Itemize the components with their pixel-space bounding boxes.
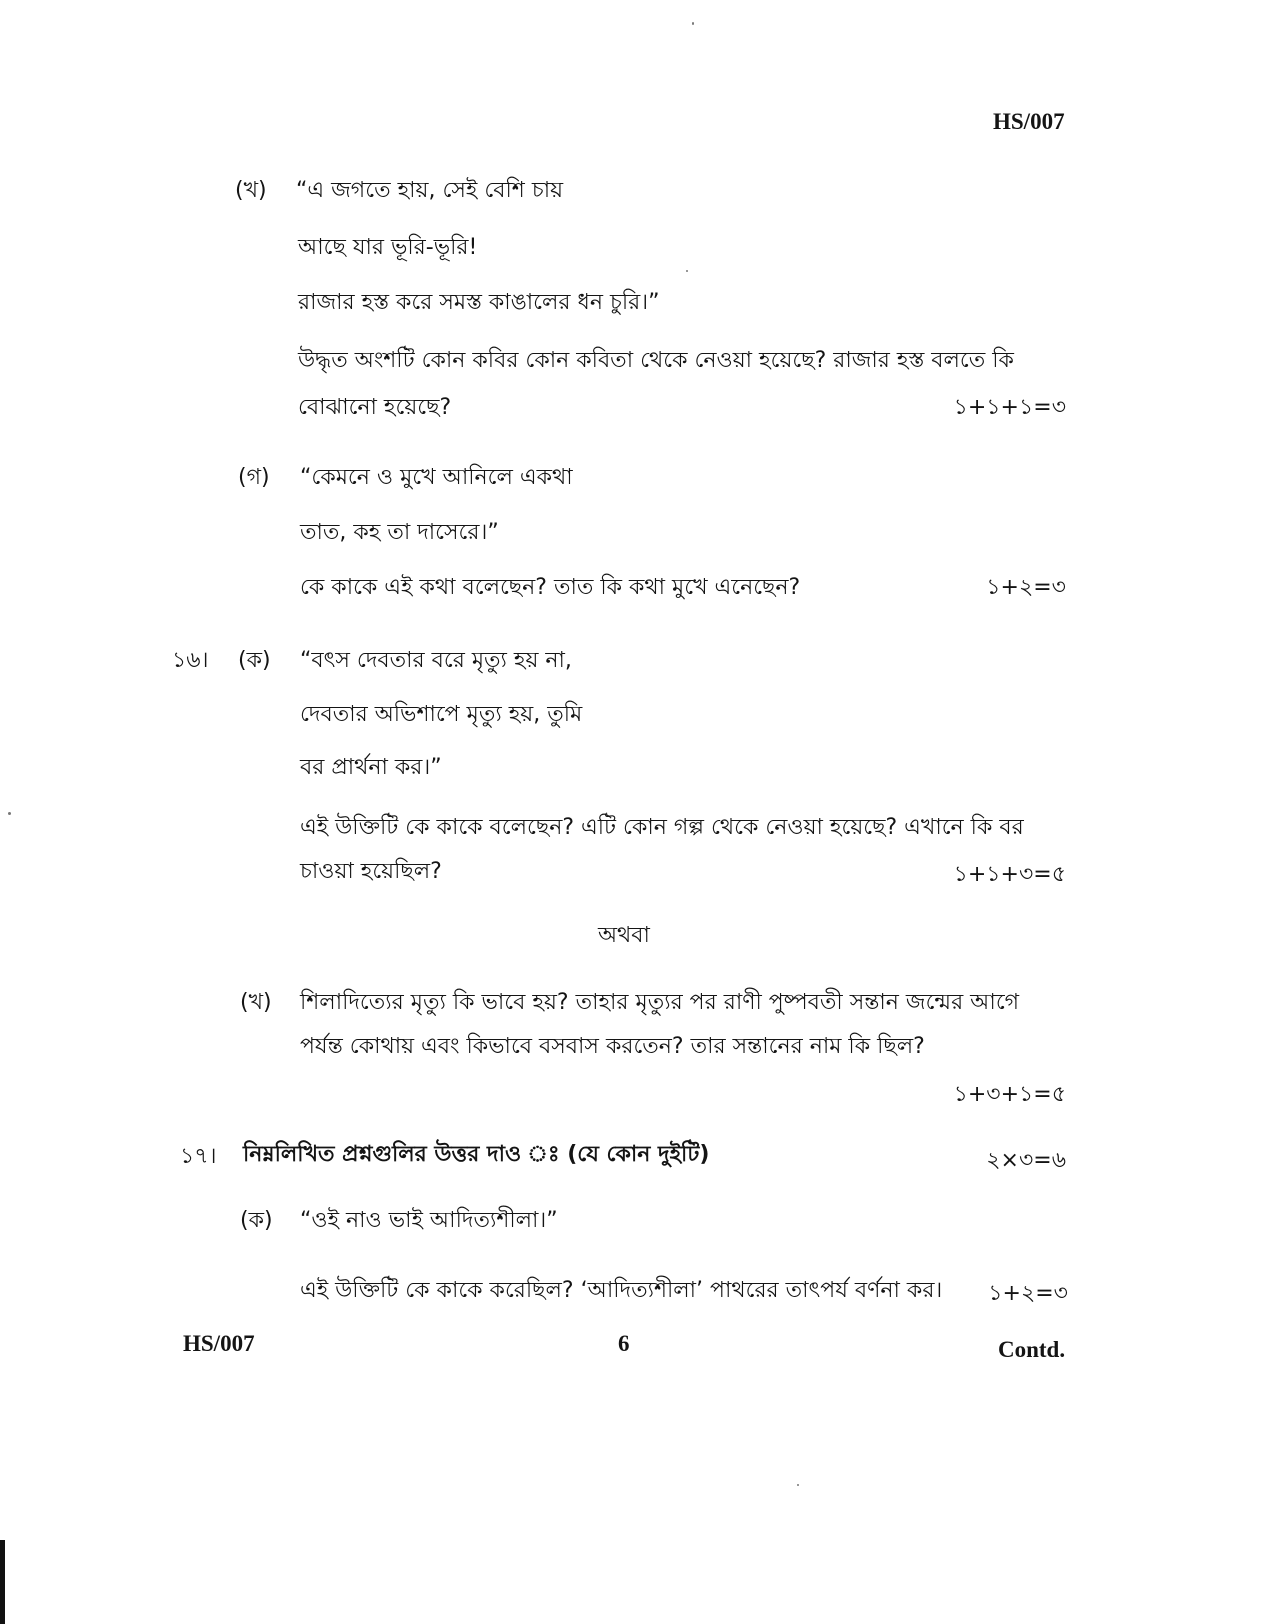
marks: ১+২=৩: [986, 575, 1066, 600]
sub-question-label: (ক): [240, 1208, 273, 1233]
scan-speck: [8, 812, 11, 815]
sub-question-label: (ক): [238, 648, 271, 673]
scan-edge-mark: [0, 1540, 5, 1624]
question-text: বোঝানো হয়েছে?: [298, 395, 452, 420]
continued-label: Contd.: [998, 1337, 1066, 1362]
quote-line: “বৎস দেবতার বরে মৃত্যু হয় না,: [300, 648, 572, 673]
marks: ১+৩+১=৫: [953, 1082, 1066, 1107]
quote-line: বর প্রার্থনা কর।”: [300, 755, 442, 780]
paper-code-footer: HS/007: [183, 1331, 255, 1356]
quote-line: তাত, কহ তা দাসেরে।”: [300, 520, 499, 545]
question-instruction: নিম্নলিখিত প্রশ্নগুলির উত্তর দাও ঃ (যে কোন দুইটি): [243, 1142, 710, 1167]
question-text: শিলাদিত্যের মৃত্যু কি ভাবে হয়? তাহার মৃত্যুর পর রাণী পুষ্পবতী সন্তান জন্মের আগে: [300, 990, 1020, 1015]
quote-line: “ওই নাও ভাই আদিত্যশীলা।”: [300, 1208, 558, 1233]
marks: ২×৩=৬: [986, 1148, 1066, 1173]
marks: ১+১+৩=৫: [953, 862, 1066, 887]
question-text: এই উক্তিটি কে কাকে বলেছেন? এটি কোন গল্প থেকে নেওয়া হয়েছে? এখানে কি বর: [300, 815, 1024, 840]
question-text: কে কাকে এই কথা বলেছেন? তাত কি কথা মুখে এনেছেন?: [300, 575, 801, 600]
sub-question-label: (গ): [238, 465, 270, 490]
question-text: উদ্ধৃত অংশটি কোন কবির কোন কবিতা থেকে নেওয়া হয়েছে? রাজার হস্ত বলতে কি: [298, 348, 1014, 373]
sub-question-label: (খ): [235, 178, 267, 203]
scan-speck: [686, 270, 688, 272]
question-text: পর্যন্ত কোথায় এবং কিভাবে বসবাস করতেন? তার সন্তানের নাম কি ছিল?: [300, 1034, 925, 1059]
quote-line: দেবতার অভিশাপে মৃত্যু হয়, তুমি: [300, 702, 583, 727]
scan-speck: [797, 1484, 799, 1486]
marks: ১+১+১=৩: [953, 395, 1066, 420]
quote-line: আছে যার ভূরি-ভূরি!: [298, 235, 478, 260]
quote-line: “এ জগতে হায়, সেই বেশি চায়: [296, 178, 564, 203]
marks: ১+২=৩: [988, 1281, 1068, 1306]
quote-line: “কেমনে ও মুখে আনিলে একথা: [300, 465, 573, 490]
sub-question-label: (খ): [240, 990, 272, 1015]
question-number: ১৭।: [180, 1144, 217, 1169]
question-number: ১৬।: [172, 648, 209, 673]
page-number: 6: [618, 1331, 630, 1356]
question-text: এই উক্তিটি কে কাকে করেছিল? ‘আদিত্যশীলা’ পাথরের তাৎপর্য বর্ণনা কর।: [300, 1278, 943, 1303]
quote-line: রাজার হস্ত করে সমস্ত কাঙালের ধন চুরি।”: [298, 290, 660, 315]
or-separator: অথবা: [598, 923, 650, 948]
question-text: চাওয়া হয়েছিল?: [300, 859, 442, 884]
scan-speck: [692, 22, 694, 25]
paper-code-header: HS/007: [993, 109, 1065, 134]
